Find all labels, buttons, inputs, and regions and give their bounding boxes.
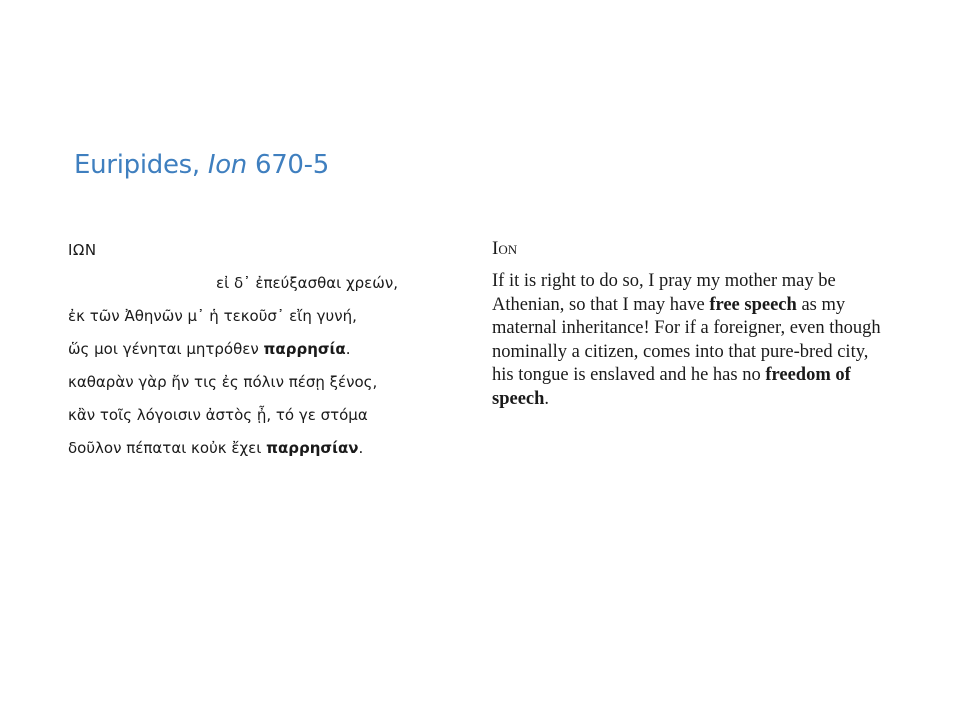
greek-line-5: κἂν τοῖς λόγοισιν ἀστὸς ᾖ, τό γε στόμα <box>68 406 368 424</box>
slide-title <box>74 150 329 180</box>
greek-line-6-end: . <box>358 439 364 457</box>
english-bold-1: free speech <box>709 294 797 315</box>
english-speaker: Ion <box>492 238 518 259</box>
greek-line-2: ἐκ τῶν Ἀθηνῶν μ᾽ ἡ τεκοῦσ᾽ εἴη γυνή, <box>68 307 357 325</box>
greek-line-4: καθαρὰν γὰρ ἤν τις ἐς πόλιν πέσῃ ξένος, <box>68 373 378 391</box>
english-bold-2: freedom of speech <box>492 365 851 409</box>
greek-text <box>68 236 448 467</box>
title-prefix: Euripides, <box>74 150 208 180</box>
title-work: Ion <box>207 150 247 180</box>
greek-line-6-bold: παρρησίαν <box>266 439 359 457</box>
greek-line-3-text: ὥς μοι γένηται μητρόθεν <box>68 340 264 358</box>
greek-line-3-bold: παρρησία <box>263 340 346 358</box>
greek-line-1: εἰ δ᾽ ἐπεύξασθαι χρεών, <box>216 274 398 292</box>
greek-line-3 <box>68 335 448 368</box>
english-paragraph <box>492 270 892 411</box>
greek-line-6 <box>68 434 448 467</box>
title-lines: 670-5 <box>246 150 329 180</box>
english-part-1: If it is right to do so, I pray my mother may be Athenian, so that I may have <box>492 271 836 315</box>
english-translation <box>492 236 892 411</box>
english-part-2: as my maternal inheritance! For if a foreigner, even though nominally a citizen, comes into that pure-bred city, his tongue is enslaved and he has no <box>492 294 881 385</box>
greek-speaker: ΙΩΝ <box>68 241 97 259</box>
greek-line-6-text: δοῦλον πέπαται κοὐκ ἔχει <box>68 439 267 457</box>
english-part-3: . <box>544 388 550 409</box>
greek-line-3-end: . <box>345 340 351 358</box>
